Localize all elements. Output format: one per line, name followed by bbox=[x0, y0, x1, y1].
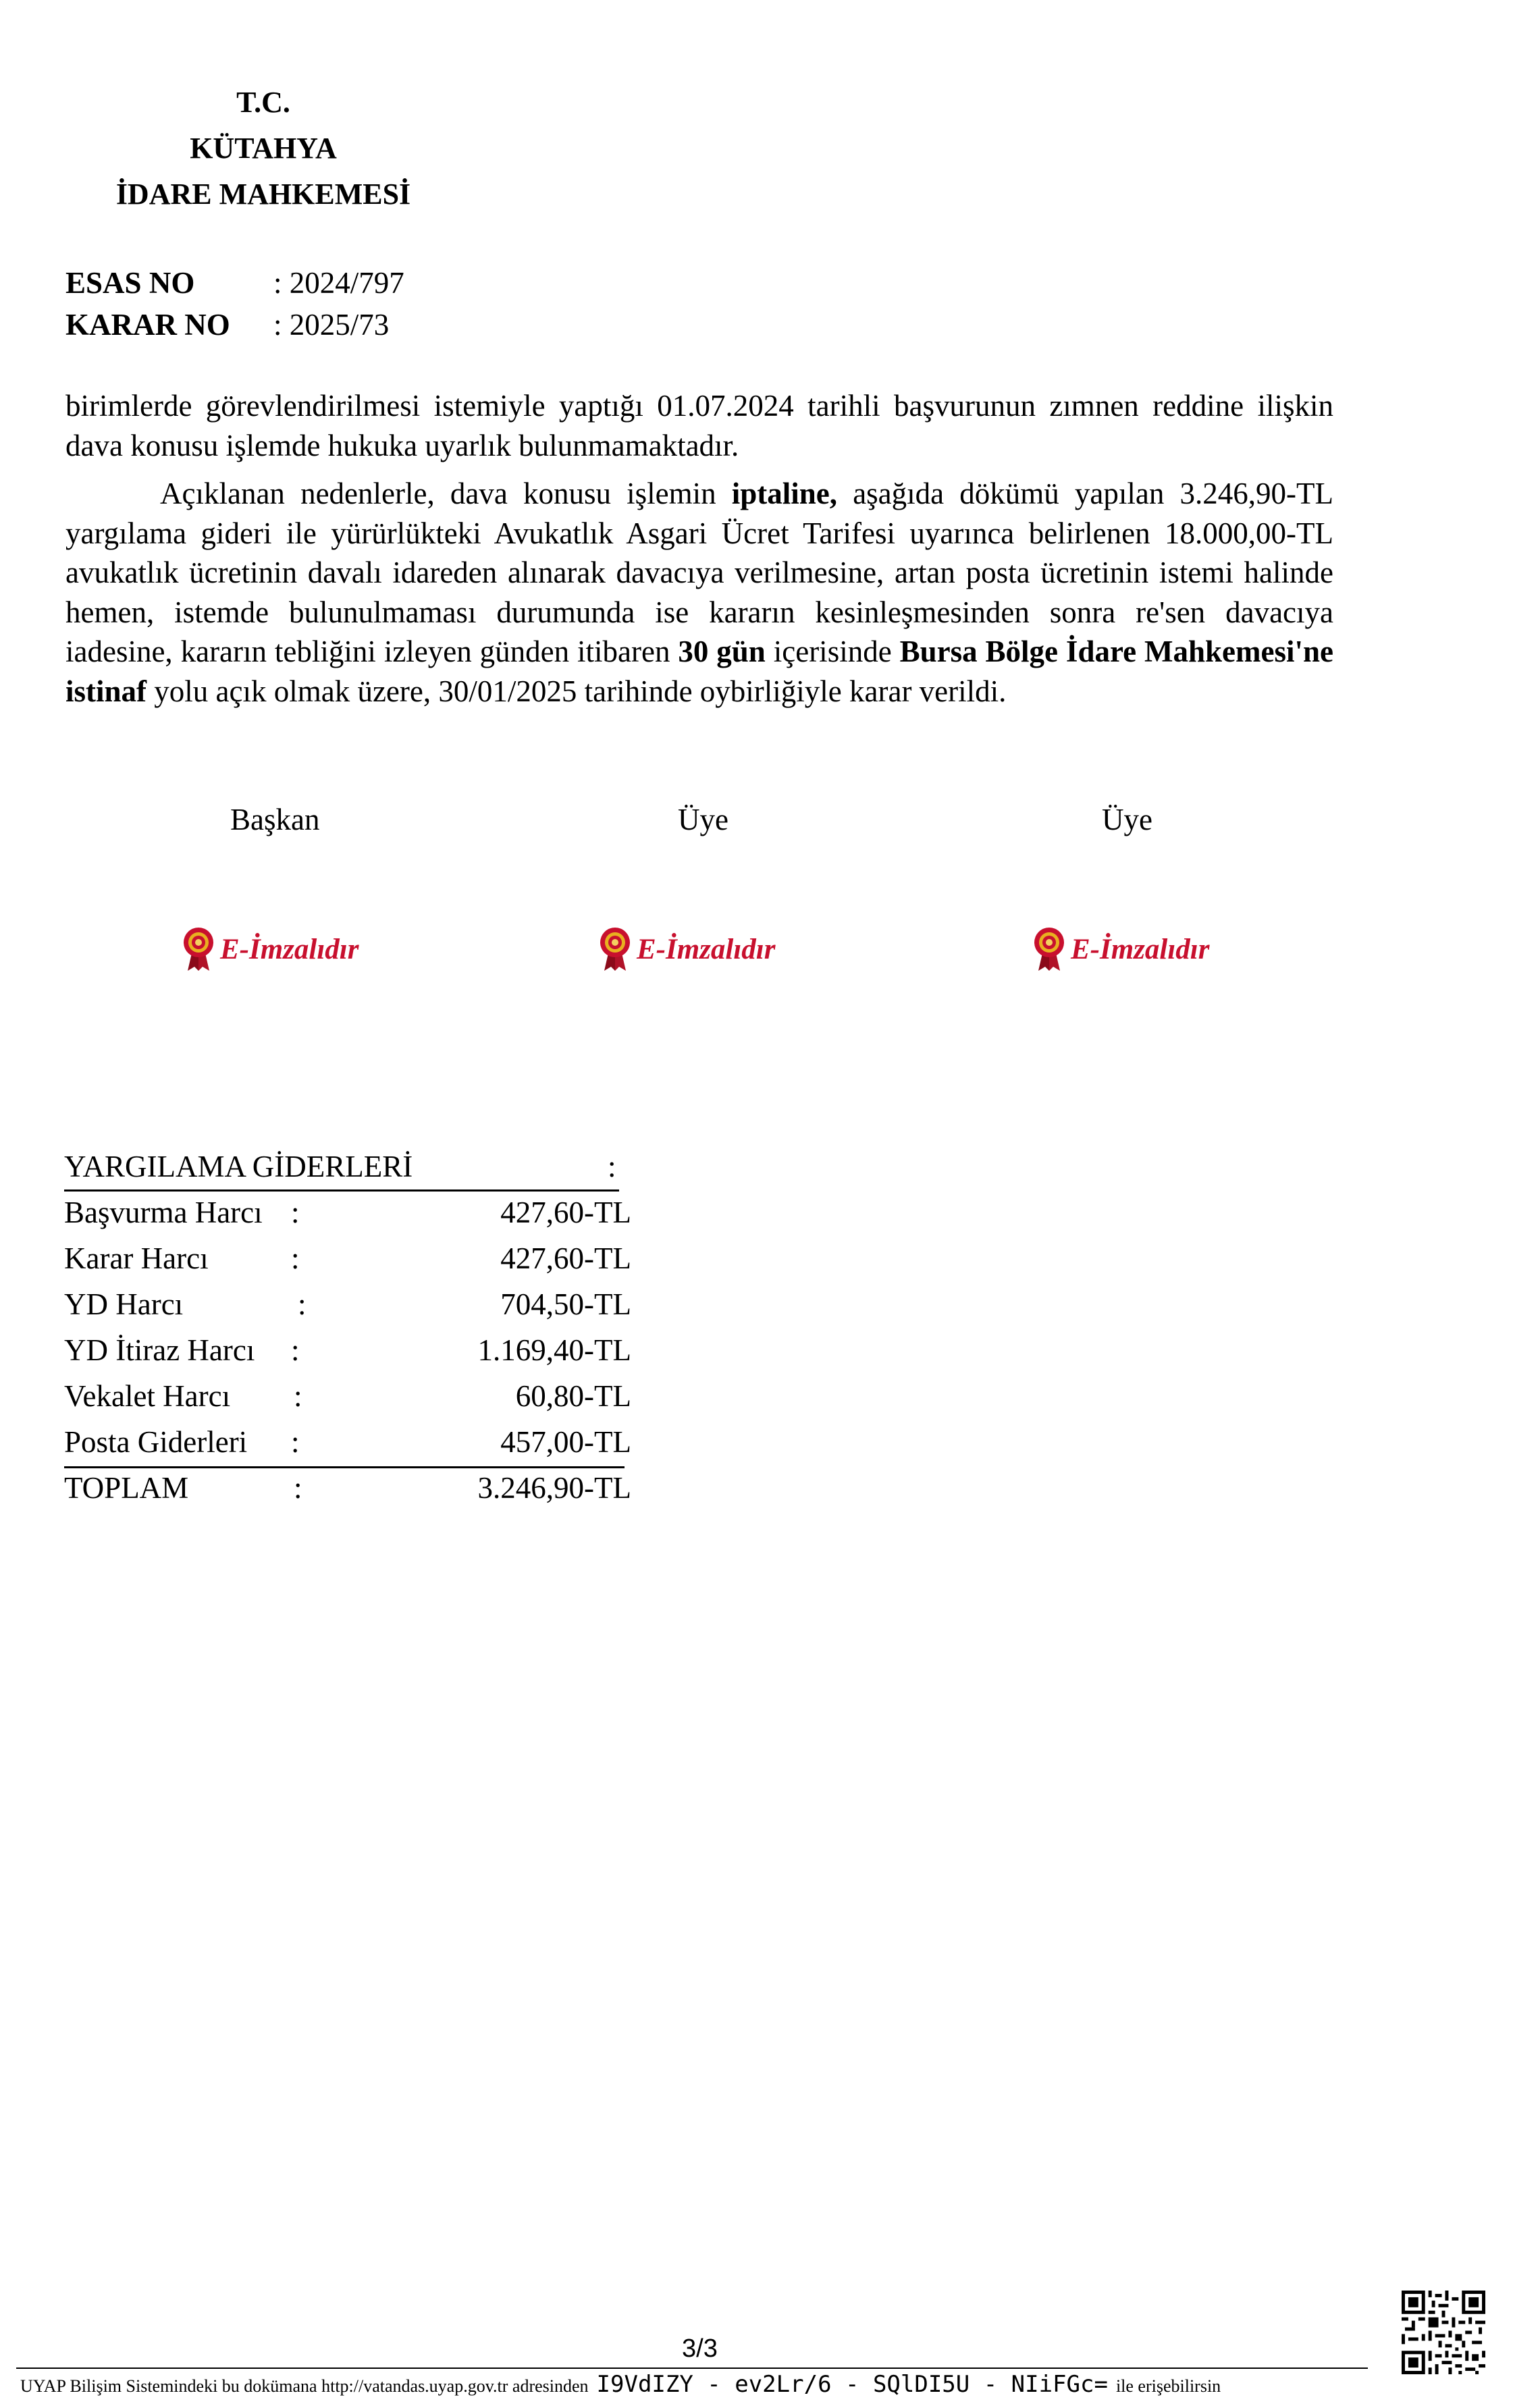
cost-colon: : bbox=[298, 1287, 307, 1321]
court-header bbox=[74, 80, 452, 217]
cost-row bbox=[64, 1424, 631, 1468]
footer-prefix: UYAP Bilişim Sistemindeki bu dokümana http://vatandas.uyap.gov.tr adresinden bbox=[20, 2376, 589, 2396]
paragraph-1: birimlerde görevlendirilmesi istemiyle yaptığı 01.07.2024 tarihli başvurunun zımnen reddine ilişkin dava konusu işlemde hukuka uyarlık bulunmamaktadır. bbox=[65, 389, 1333, 462]
esas-no-label: ESAS NO bbox=[65, 266, 195, 300]
e-signature-seal-icon bbox=[1033, 926, 1065, 972]
cost-total-colon: : bbox=[294, 1471, 302, 1505]
e-signature-text: E-İmzalıdır bbox=[637, 933, 776, 965]
cost-colon: : bbox=[294, 1379, 302, 1413]
paragraph-2 bbox=[65, 474, 1333, 712]
e-signature-mark-member-1 bbox=[599, 926, 776, 972]
cost-amount: 1.169,40-TL bbox=[477, 1333, 631, 1367]
cost-colon: : bbox=[291, 1196, 300, 1229]
p2-text-c: aşağıda dökümü yapılan 3.246,90-TL yargılama gideri ile yürürlükteki Avukatlık Asgari Ücret Tarifesi uyarınca belirlenen 18.000,00-TL avukatlık ücretinin davalı idareden alınarak davacıya verilmesine, artan posta ücretinin istemi halinde hemen, istemde bulunulmaması durumunda ise kararın kesinleşmesinden sonra re'sen davacıya iadesine, kararın tebliğini izleyen günden itibaren bbox=[65, 477, 1333, 669]
cost-row bbox=[64, 1379, 631, 1422]
karar-no-label: KARAR NO bbox=[65, 308, 230, 342]
cost-amount: 704,50-TL bbox=[500, 1287, 631, 1321]
cost-row bbox=[64, 1195, 631, 1238]
cost-total-label: TOPLAM bbox=[64, 1471, 189, 1505]
e-signature-text: E-İmzalıdır bbox=[1071, 933, 1210, 965]
footer-suffix: ile erişebilirsin bbox=[1115, 2376, 1221, 2396]
esas-no-value: : 2024/797 bbox=[273, 266, 404, 300]
cost-colon: : bbox=[291, 1333, 300, 1367]
costs-total-divider bbox=[64, 1466, 625, 1468]
e-signature-mark-president bbox=[182, 926, 359, 972]
p2-text-g: yolu açık olmak üzere, 30/01/2025 tarihinde oybirliğiyle karar verildi. bbox=[147, 674, 1007, 708]
header-tc: T.C. bbox=[236, 86, 290, 119]
footer-rule bbox=[16, 2367, 1368, 2369]
e-signature-seal-icon bbox=[182, 926, 215, 972]
cost-amount: 427,60-TL bbox=[500, 1241, 631, 1275]
cost-row bbox=[64, 1287, 631, 1330]
p2-bold-istinaf: Bursa Bölge İdare Mahkemesi'ne istinaf bbox=[65, 635, 1333, 708]
costs-heading-underline bbox=[64, 1189, 619, 1192]
cost-label: YD Harcı bbox=[64, 1287, 184, 1321]
cost-total-row bbox=[64, 1470, 631, 1514]
cost-label: Başvurma Harcı bbox=[64, 1196, 263, 1229]
cost-total-amount: 3.246,90-TL bbox=[477, 1471, 631, 1505]
footer-access-code: I9VdIZY - ev2Lr/6 - SQlDI5U - NIiFGc= bbox=[596, 2371, 1108, 2398]
cost-row bbox=[64, 1241, 631, 1284]
e-signature-mark-member-2 bbox=[1033, 926, 1210, 972]
cost-colon: : bbox=[291, 1241, 300, 1275]
footer-note bbox=[20, 2371, 1221, 2398]
costs-heading-colon: : bbox=[608, 1150, 616, 1183]
cost-label: Karar Harcı bbox=[64, 1241, 209, 1275]
cost-label: Posta Giderleri bbox=[64, 1425, 248, 1459]
cost-amount: 457,00-TL bbox=[500, 1425, 631, 1459]
header-city: KÜTAHYA bbox=[190, 132, 337, 165]
signature-title-president: Başkan bbox=[230, 803, 320, 836]
karar-no-value: : 2025/73 bbox=[273, 308, 390, 342]
cost-amount: 60,80-TL bbox=[515, 1379, 631, 1413]
p2-bold-iptal: iptaline, bbox=[731, 477, 838, 510]
signature-title-member-1: Üye bbox=[678, 803, 728, 836]
cost-colon: : bbox=[291, 1425, 300, 1459]
e-signature-seal-icon bbox=[599, 926, 631, 972]
cost-label: Vekalet Harcı bbox=[64, 1379, 231, 1413]
cost-label: YD İtiraz Harcı bbox=[64, 1333, 255, 1367]
signature-title-member-2: Üye bbox=[1102, 803, 1152, 836]
page-number: 3/3 bbox=[682, 2334, 718, 2363]
p2-text-e: içerisinde bbox=[765, 635, 900, 669]
header-court-name: İDARE MAHKEMESİ bbox=[115, 178, 411, 211]
costs-heading: YARGILAMA GİDERLERİ bbox=[64, 1150, 413, 1183]
qr-code-icon[interactable] bbox=[1402, 2291, 1485, 2374]
p2-text-a: Açıklanan nedenlerle, dava konusu işlemin bbox=[160, 477, 732, 510]
e-signature-text: E-İmzalıdır bbox=[220, 933, 359, 965]
p2-bold-30gun: 30 gün bbox=[678, 635, 766, 669]
cost-amount: 427,60-TL bbox=[500, 1196, 631, 1229]
cost-row bbox=[64, 1333, 631, 1376]
